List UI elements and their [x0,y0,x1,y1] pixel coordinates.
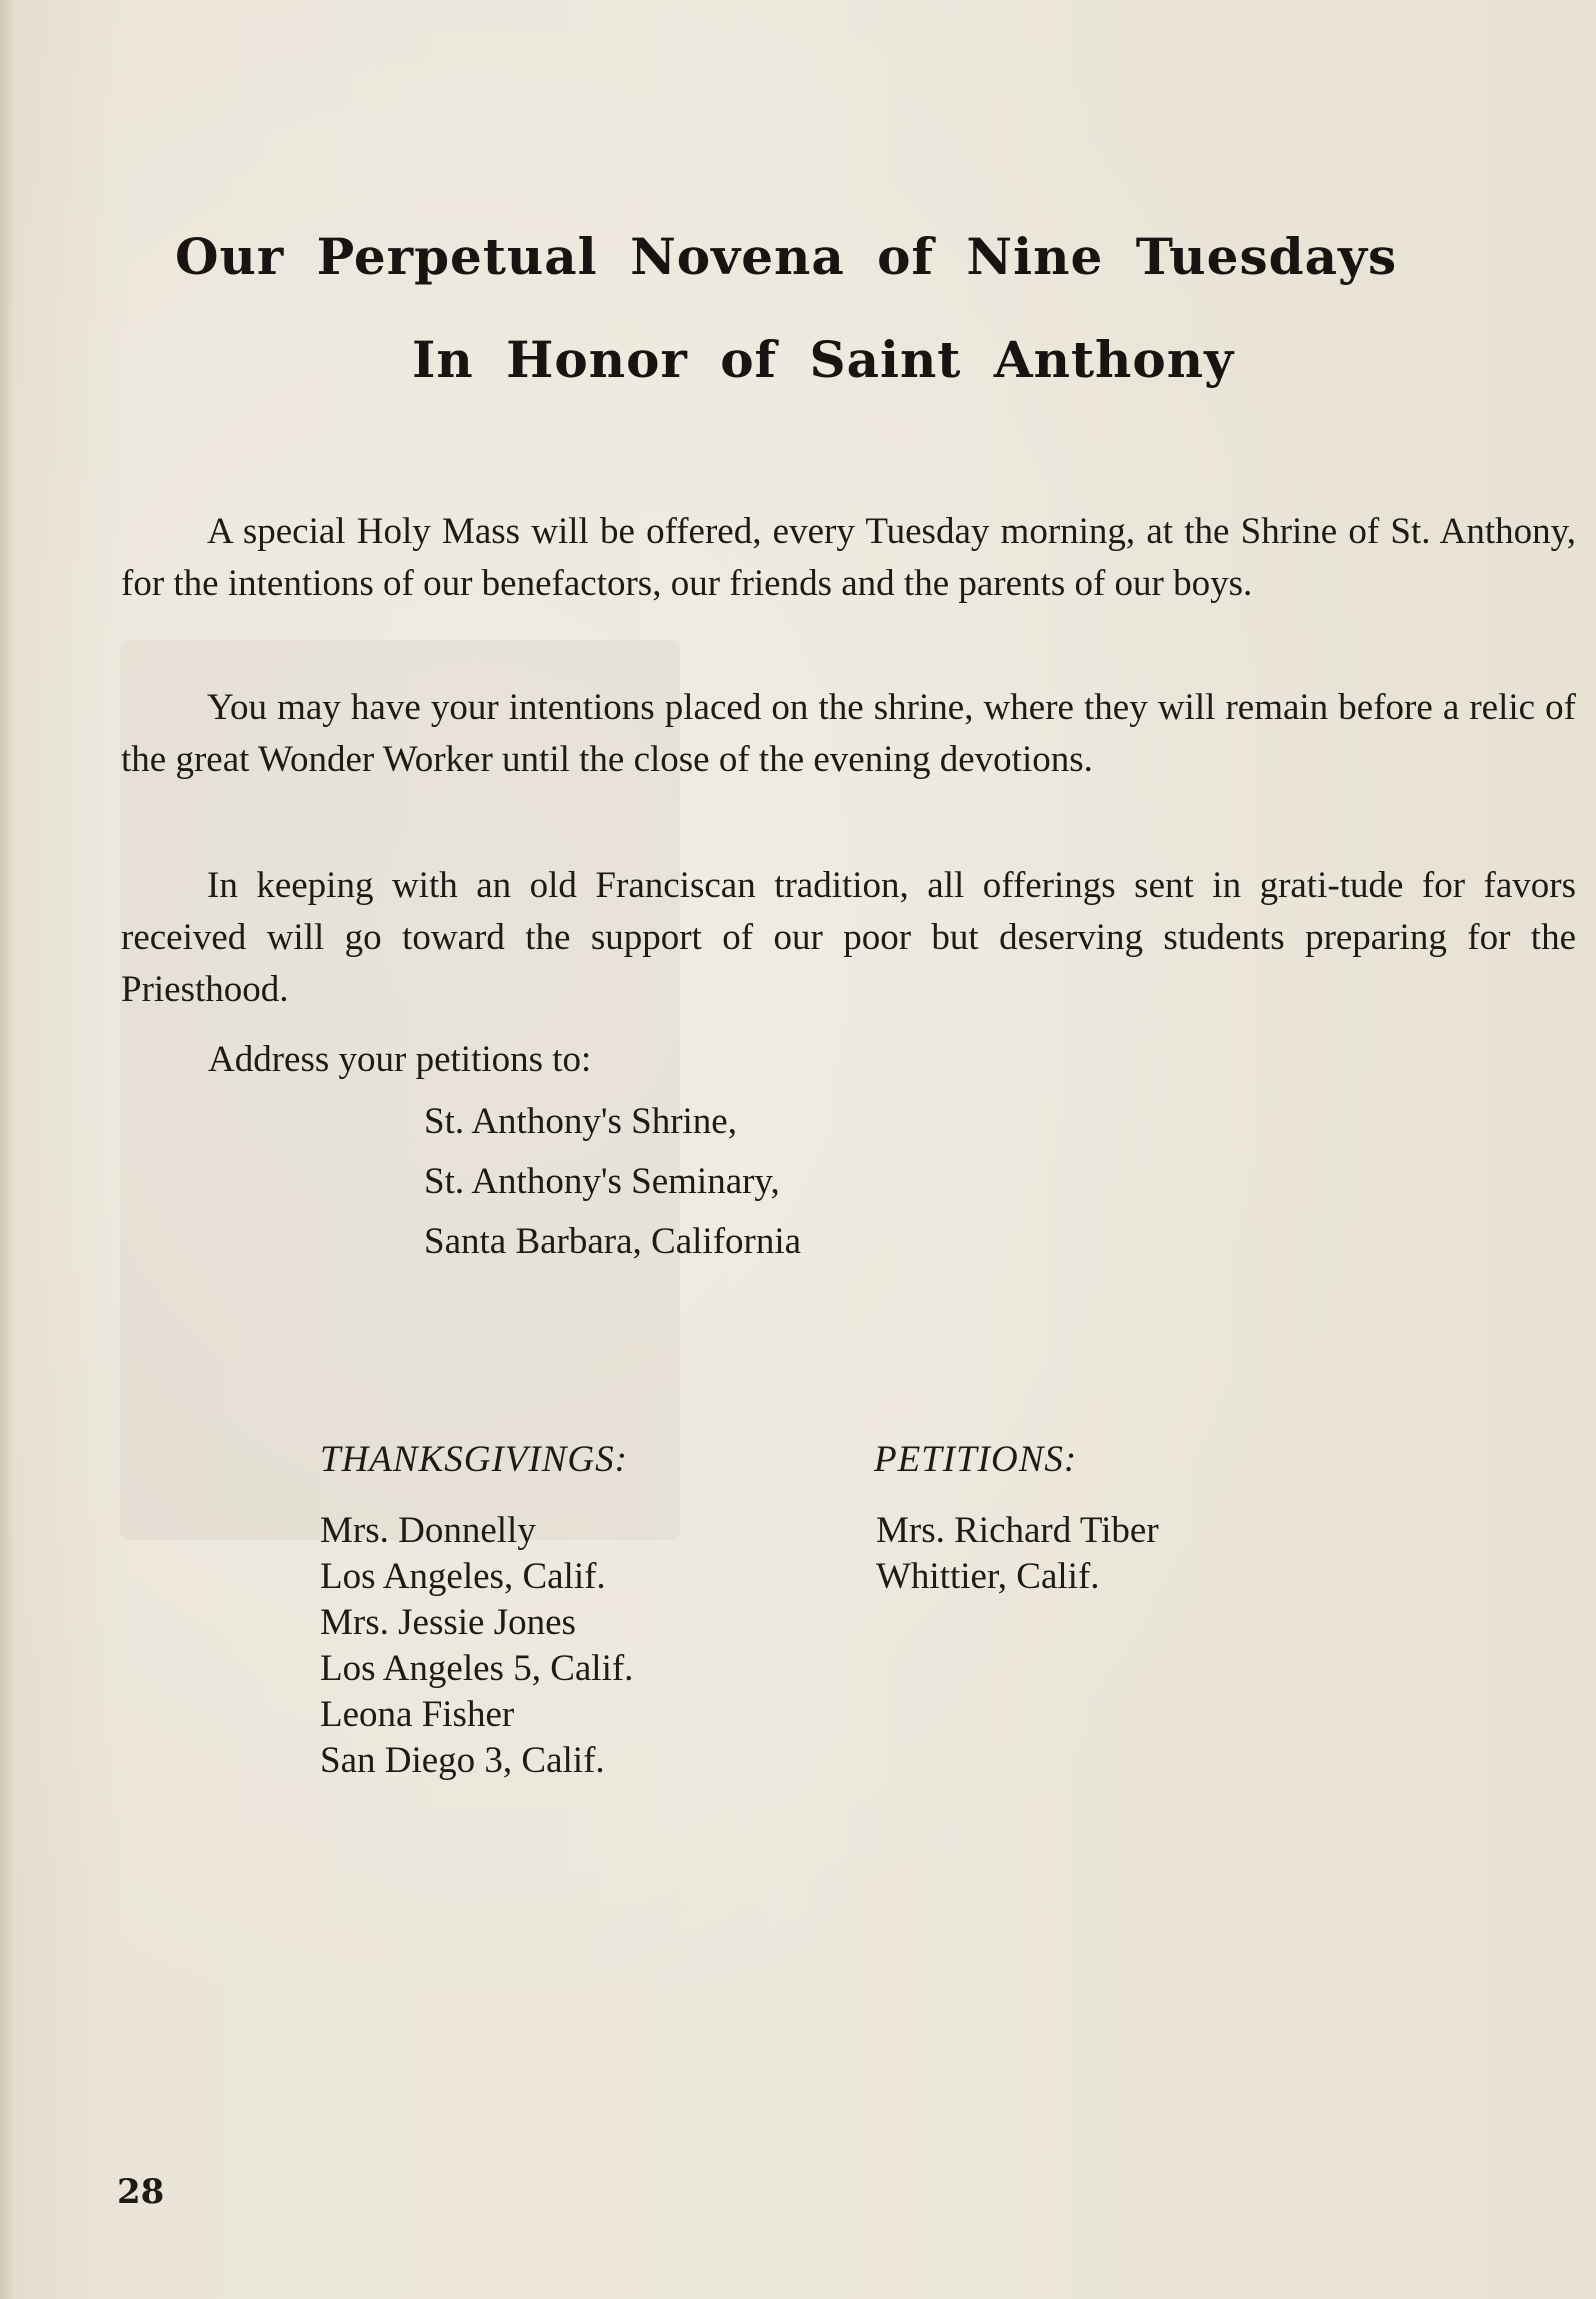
paragraph-holy-mass [121,506,1576,610]
petitions-heading: PETITIONS: [874,1439,1078,1480]
list-item: Mrs. Jessie Jones [320,1602,576,1643]
list-item: Whittier, Calif. [876,1556,1100,1597]
thanksgivings-heading: THANKSGIVINGS: [320,1439,628,1480]
paragraph-text: In keeping with an old Franciscan tradition, all offerings sent in grati-tude for favors received will go toward the support of our poor but deserving students preparing for the Priesthood. [121,865,1576,1010]
paragraph-text: A special Holy Mass will be offered, every Tuesday morning, at the Shrine of St. Anthony, for the intentions of our benefactors, our friends and the parents of our boys. [121,511,1576,604]
paragraph-intentions [121,682,1576,786]
paragraph-text: You may have your intentions placed on the shrine, where they will remain before a relic of the great Wonder Worker until the close of the evening devotions. [121,687,1576,780]
page-title: Our Perpetual Novena of Nine Tuesdays [175,227,1398,286]
list-item: Los Angeles 5, Calif. [320,1648,634,1689]
mailing-address [424,1092,801,1272]
list-item: Los Angeles, Calif. [320,1556,606,1597]
address-line: St. Anthony's Shrine, [424,1101,737,1142]
thanksgivings-list [320,1508,633,1784]
address-line: Santa Barbara, California [424,1221,802,1262]
paragraph-tradition [121,860,1576,1016]
list-item: Leona Fisher [320,1694,515,1735]
page-number: 28 [117,2172,165,2212]
address-label: Address your petitions to: [208,1039,592,1080]
list-item: Mrs. Richard Tiber [876,1510,1159,1551]
list-item: San Diego 3, Calif. [320,1740,605,1781]
address-line: St. Anthony's Seminary, [424,1161,780,1202]
petitions-list [876,1508,1159,1600]
page-subtitle: In Honor of Saint Anthony [412,330,1235,389]
list-item: Mrs. Donnelly [320,1510,536,1551]
page-edge [0,0,14,2299]
